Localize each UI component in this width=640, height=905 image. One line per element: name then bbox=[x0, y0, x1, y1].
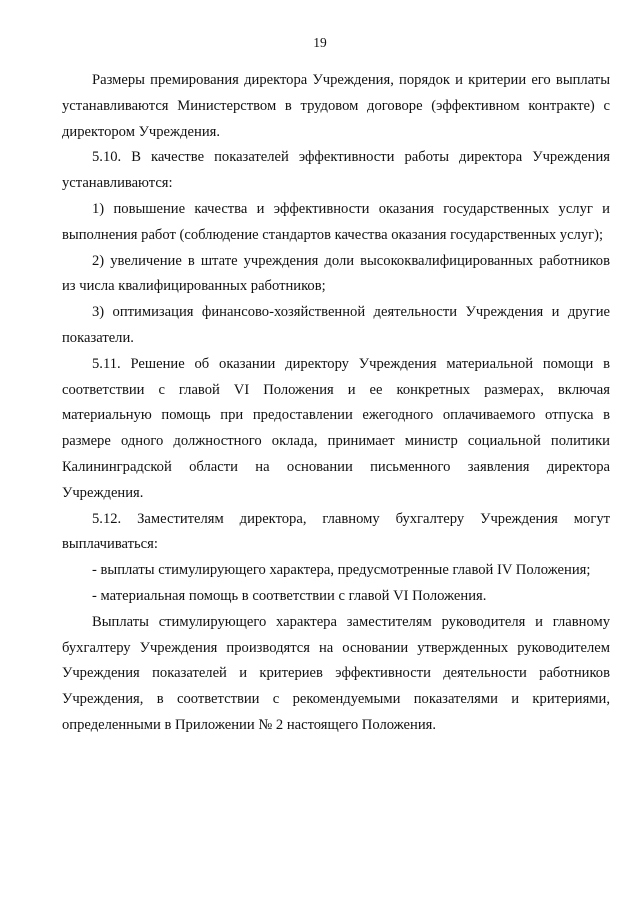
dash-item-incentive: - выплаты стимулирующего характера, предусмотренные главой IV Положения; bbox=[92, 562, 591, 579]
list-item-1: 1) повышение качества и эффективности оказания государственных услуг и выполнения работ (соблюдение стандартов качества оказания государственных услуг); bbox=[62, 200, 610, 243]
dash-item-material-aid: - материальная помощь в соответствии с главой VI Положения. bbox=[92, 587, 487, 604]
paragraph-bonus-sizes: Размеры премирования директора Учреждения, порядок и критерии его выплаты устанавливаются Министерством в трудовом договоре (эффективном контракте) с директором Учреждения. bbox=[62, 72, 610, 140]
page-number: 19 bbox=[313, 35, 327, 50]
list-item-2: 2) увеличение в штате учреждения доли высококвалифицированных работников из числа квалифицированных работников; bbox=[62, 252, 610, 295]
paragraph-5-11: 5.11. Решение об оказании директору Учреждения материальной помощи в соответствии с главой VI Положения и ее конкретных размерах, включая материальную помощь при предоставлении ежегодного оплачиваемого отпуска в размере одного должностного оклада, принимает министр социальной политики Калининградской области на основании письменного заявления директора Учреждения. bbox=[62, 355, 610, 501]
document-body bbox=[62, 68, 610, 739]
paragraph-5-10: 5.10. В качестве показателей эффективности работы директора Учреждения устанавливаются: bbox=[62, 149, 610, 192]
paragraph-deputy-payments: Выплаты стимулирующего характера заместителям руководителя и главному бухгалтеру Учреждения производятся на основании утвержденных руководителем Учреждения показателей и критериев эффективности деятельности работников Учреждения, в соответствии с рекомендуемыми показателями и критериями, определенными в Приложении № 2 настоящего Положения. bbox=[62, 613, 610, 733]
paragraph-5-12: 5.12. Заместителям директора, главному бухгалтеру Учреждения могут выплачиваться: bbox=[62, 510, 610, 553]
list-item-3: 3) оптимизация финансово-хозяйственной деятельности Учреждения и другие показатели. bbox=[62, 304, 610, 346]
